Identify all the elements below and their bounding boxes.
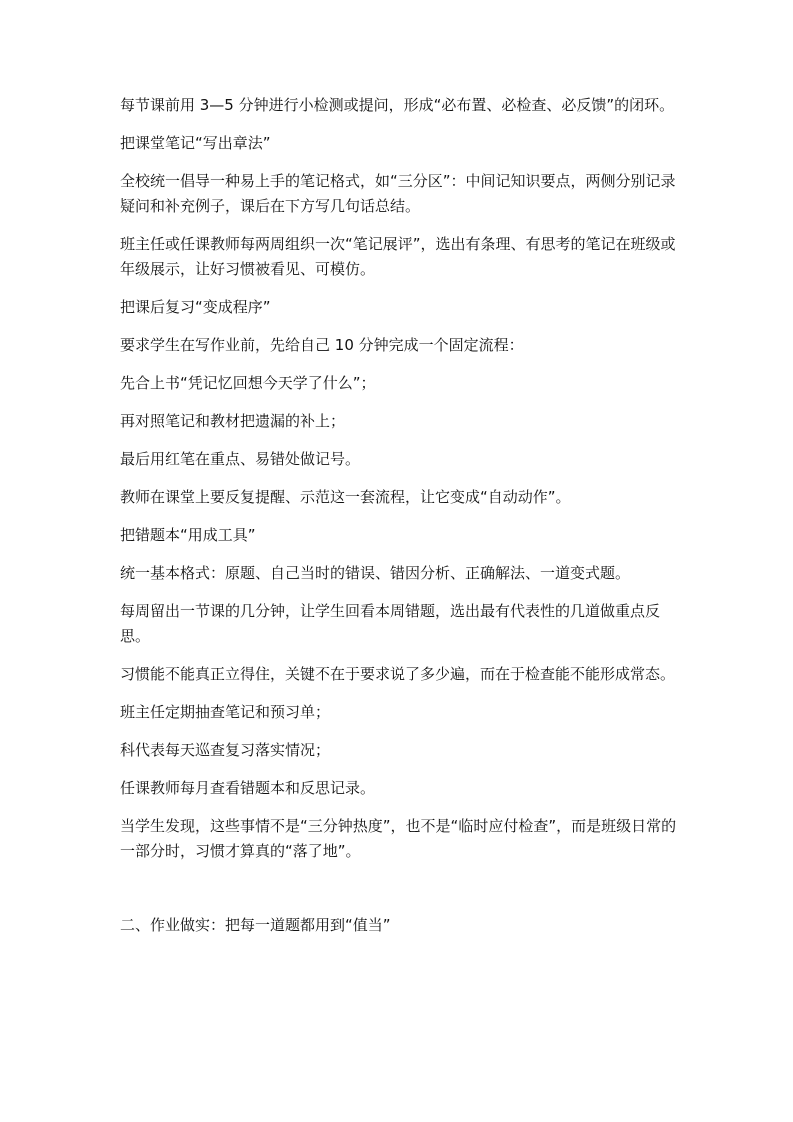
paragraph: 习惯能不能真正立得住，关键不在于要求说了多少遍，而在于检查能不能形成常态。 — [120, 665, 676, 683]
paragraph: 每节课前用 3—5 分钟进行小检测或提问，形成“必布置、必检查、必反馈”的闭环。 — [120, 96, 675, 114]
paragraph: 要求学生在写作业前，先给自己 10 分钟完成一个固定流程： — [120, 336, 524, 354]
paragraph: 班主任或任课教师每两周组织一次“笔记展评”，选出有条理、有思考的笔记在班级或年级展示，让好习惯被看见、可模仿。 — [120, 235, 676, 278]
paragraph: 全校统一倡导一种易上手的笔记格式，如“三分区”：中间记知识要点，两侧分别记录疑问和补充例子，课后在下方写几句话总结。 — [120, 172, 676, 215]
paragraph: 当学生发现，这些事情不是“三分钟热度”，也不是“临时应付检查”，而是班级日常的一部分时，习惯才算真的“落了地”。 — [120, 817, 677, 860]
subheading: 把错题本“用成工具” — [120, 526, 256, 544]
paragraph: 统一基本格式：原题、自己当时的错误、错因分析、正确解法、一道变式题。 — [120, 564, 631, 582]
list-item: 再对照笔记和教材把遗漏的补上； — [120, 412, 346, 430]
paragraph: 每周留出一节课的几分钟，让学生回看本周错题，选出最有代表性的几道做重点反思。 — [120, 602, 661, 645]
blank-line — [120, 877, 680, 913]
document-body — [120, 93, 680, 951]
subheading: 把课后复习“变成程序” — [120, 298, 271, 316]
list-item: 先合上书“凭记忆回想今天学了什么”； — [120, 374, 376, 392]
subheading: 把课堂笔记“写出章法” — [120, 134, 271, 152]
section-heading: 二、作业做实：把每一道题都用到“值当” — [120, 916, 391, 934]
list-item: 最后用红笔在重点、易错处做记号。 — [120, 450, 361, 468]
list-item: 任课教师每月查看错题本和反思记录。 — [120, 779, 376, 797]
list-item: 班主任定期抽查笔记和预习单； — [120, 703, 331, 721]
paragraph: 教师在课堂上要反复提醒、示范这一套流程，让它变成“自动动作”。 — [120, 488, 571, 506]
list-item: 科代表每天巡查复习落实情况； — [120, 741, 331, 759]
